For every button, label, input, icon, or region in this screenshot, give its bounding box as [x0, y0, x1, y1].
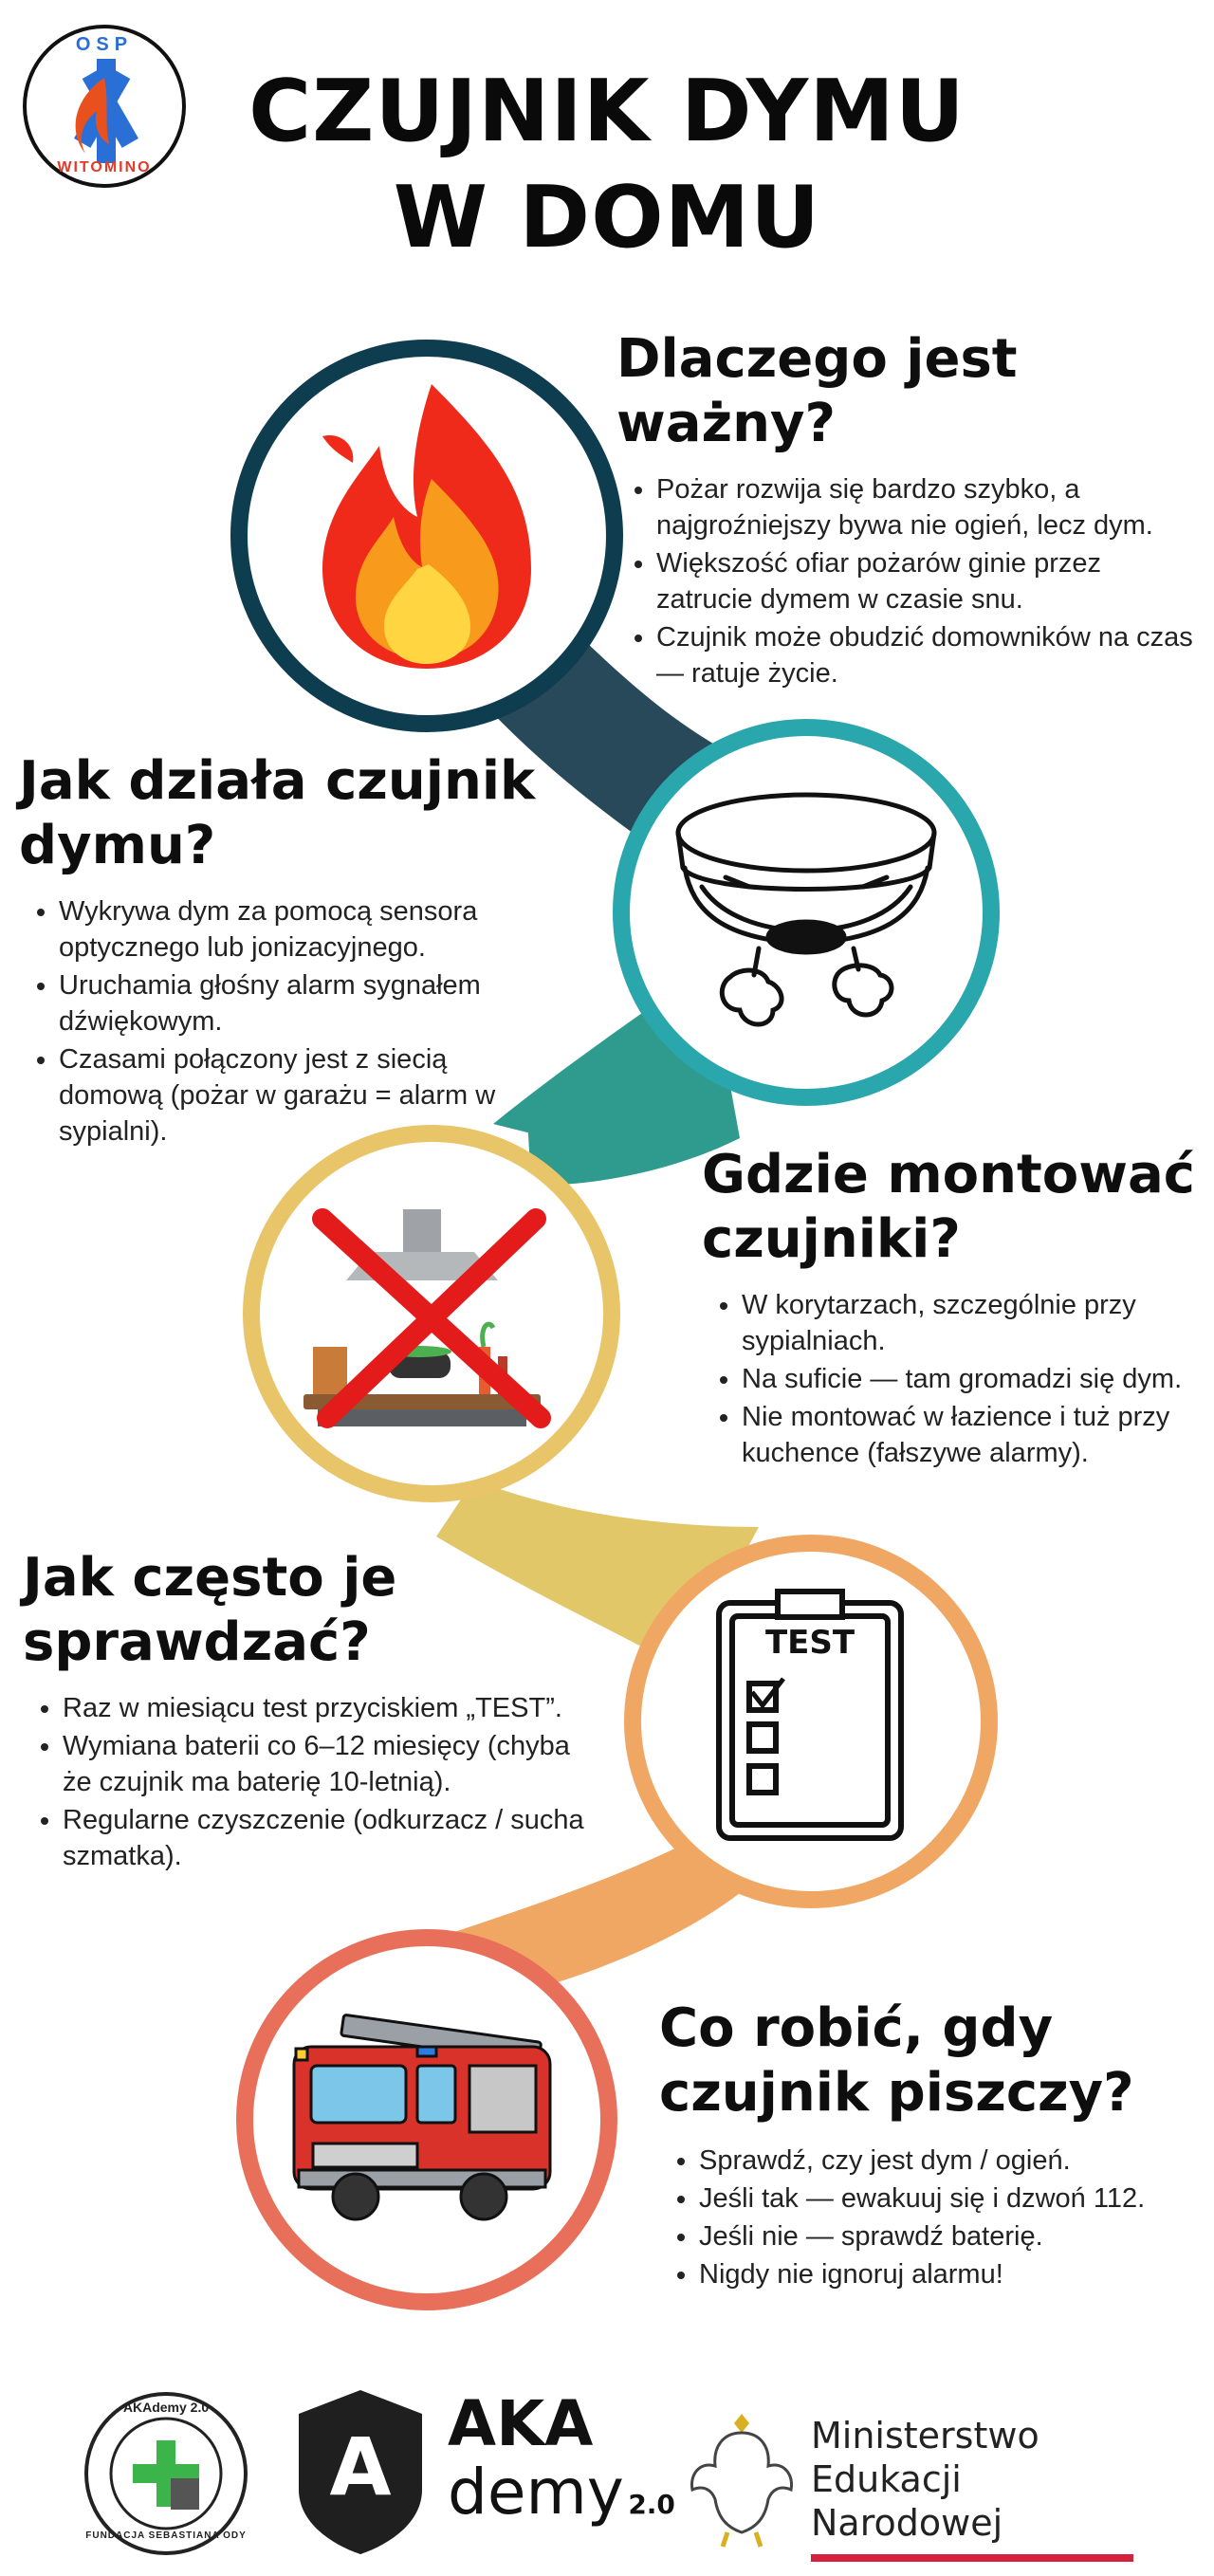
section-list	[702, 1287, 1205, 1471]
list-item: • Pożar rozwija się bardzo szybko, a najgroźniejszy bywa nie ogień, lecz dym.	[656, 471, 1205, 543]
ministry-red-bar	[811, 2554, 1133, 2562]
section-list	[19, 893, 550, 1150]
osp-logo-bottom-text: WITOMINO	[57, 159, 152, 175]
osp-witomino-logo	[19, 21, 190, 192]
section-heading: Dlaczego jest ważny?	[616, 328, 1018, 454]
list-item: • Wykrywa dym za pomocą sensora optycznego lub jonizacyjnego.	[59, 893, 550, 966]
akademy-shield-logo	[294, 2385, 427, 2556]
ministry-logo	[811, 2414, 1152, 2562]
list-item: • Większość ofiar pożarów ginie przez zatrucie dymem w czasie snu.	[656, 545, 1205, 617]
list-item: • Nigdy nie ignoruj alarmu!	[699, 2256, 1205, 2292]
fundacja-logo	[81, 2388, 251, 2559]
list-item: • Jeśli nie — sprawdź baterię.	[699, 2218, 1205, 2254]
section-list	[616, 471, 1205, 691]
osp-logo-top-text: OSP	[75, 34, 134, 55]
section-heading: Co robić, gdy czujnik piszczy?	[659, 1997, 1134, 2124]
section-where-to-mount	[702, 1143, 1205, 1473]
list-item: • Nie montować w łazience i tuż przy kuchence (fałszywe alarmy).	[742, 1399, 1205, 1471]
circle-ring-2	[621, 727, 991, 1097]
fire-truck-icon	[294, 2015, 550, 2219]
page-title: CZUJNIK DYMU W DOMU	[248, 62, 966, 267]
akademy-line-1: AKA	[448, 2387, 594, 2460]
akademy-line-2: demy	[448, 2456, 624, 2529]
section-heading: Jak działa czujnik dymu?	[19, 750, 536, 876]
akademy-shield-letter: A	[329, 2420, 392, 2513]
section-what-to-do	[659, 1996, 1205, 2294]
list-item: • Na suficie — tam gromadzi się dym.	[742, 1361, 1205, 1397]
clipboard-test-label: TEST	[764, 1624, 855, 1662]
section-why-important	[616, 327, 1205, 693]
section-heading: Gdzie montować czujniki?	[702, 1144, 1195, 1270]
list-item: • Wymiana baterii co 6–12 miesięcy (chyba że czujnik ma baterię 10-letnią).	[63, 1728, 592, 1800]
section-heading: Jak często je sprawdzać?	[23, 1547, 397, 1673]
list-item: • Uruchamia głośny alarm sygnałem dźwiękowym.	[59, 967, 550, 1040]
akademy-wordmark	[448, 2387, 675, 2529]
list-item: • Raz w miesiącu test przyciskiem „TEST”.	[63, 1690, 592, 1726]
list-item: • Regularne czyszczenie (odkurzacz / sucha szmatka).	[63, 1802, 592, 1874]
section-list	[659, 2143, 1205, 2292]
akademy-line-2-wrap	[448, 2456, 675, 2529]
section-how-it-works	[19, 749, 550, 1151]
list-item: • Czasami połączony jest z siecią domową (pożar w garażu = alarm w sypialni).	[59, 1041, 550, 1150]
ministry-line-2: Edukacji Narodowej	[811, 2458, 1003, 2544]
section-list	[23, 1690, 592, 1874]
eagle-emblem	[685, 2395, 799, 2556]
fundacja-bottom-text: FUNDACJA SEBASTIANA ODY	[85, 2530, 247, 2541]
list-item: • W korytarzach, szczególnie przy sypialniach.	[742, 1287, 1205, 1359]
list-item: • Jeśli tak — ewakuuj się i dzwoń 112.	[699, 2180, 1205, 2217]
section-how-often-check	[23, 1546, 592, 1876]
list-item: • Czujnik może obudzić domowników na czas — ratuje życie.	[656, 619, 1205, 691]
fundacja-top-text: AKAdemy 2.0	[122, 2400, 210, 2415]
ministry-line-1: Ministerstwo	[811, 2415, 1039, 2456]
list-item: • Sprawdź, czy jest dym / ogień.	[699, 2143, 1205, 2179]
akademy-suffix: 2.0	[628, 2489, 675, 2520]
